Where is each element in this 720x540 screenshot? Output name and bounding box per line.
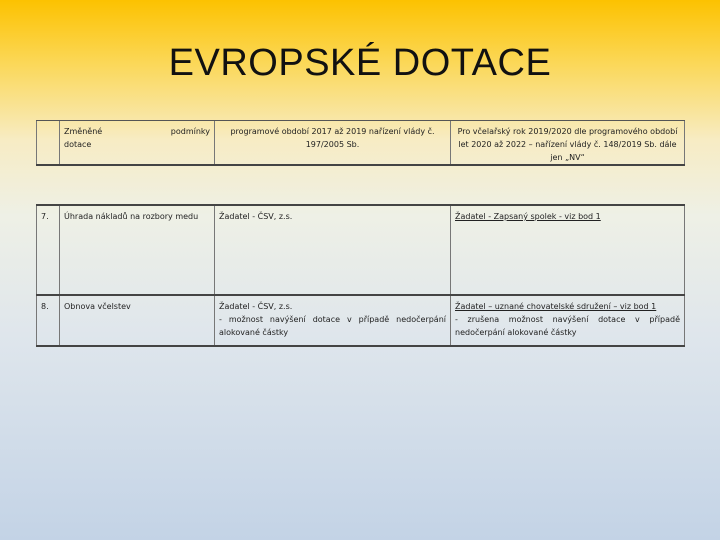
row-measure: Obnova včelstev (60, 296, 215, 345)
subsidy-table (36, 120, 685, 347)
table-header-row (36, 120, 685, 166)
row-old-applicant: Žadatel - ČSV, z.s. (219, 302, 293, 311)
header-conditions-word1: Změněné (64, 127, 103, 136)
row-old-condition: Žadatel - ČSV, z.s. (215, 206, 451, 294)
row-new-condition (451, 296, 685, 345)
header-conditions-cell (60, 121, 215, 164)
row-old-condition (215, 296, 451, 345)
header-new-period-cell: Pro včelařský rok 2019/2020 dle programového období let 2020 až 2022 – nařízení vlády č. 148/2019 Sb. dále jen „NV“ (451, 121, 685, 164)
row-number: 7. (36, 206, 60, 294)
row-new-condition (451, 206, 685, 294)
row-new-applicant: Žadatel – uznané chovatelské sdružení – viz bod 1 (455, 302, 657, 311)
row-new-applicant: Žadatel - Zapsaný spolek - viz bod 1 (455, 212, 601, 221)
row-number: 8. (36, 296, 60, 345)
header-conditions-word2: podmínky (170, 127, 210, 136)
header-old-period-cell: programové období 2017 až 2019 nařízení vlády č. 197/2005 Sb. (215, 121, 451, 164)
header-num-cell (36, 121, 60, 164)
header-conditions-word3: dotace (64, 140, 92, 149)
row-measure: Úhrada nákladů na rozbory medu (60, 206, 215, 294)
table-row (36, 204, 685, 294)
row-new-note: - zrušena možnost navýšení dotace v případě nedočerpání alokované částky (455, 315, 680, 337)
slide-title: EVROPSKÉ DOTACE (168, 42, 552, 84)
row-old-note: - možnost navýšení dotace v případě nedočerpání alokované částky (219, 315, 446, 337)
table-row (36, 294, 685, 347)
